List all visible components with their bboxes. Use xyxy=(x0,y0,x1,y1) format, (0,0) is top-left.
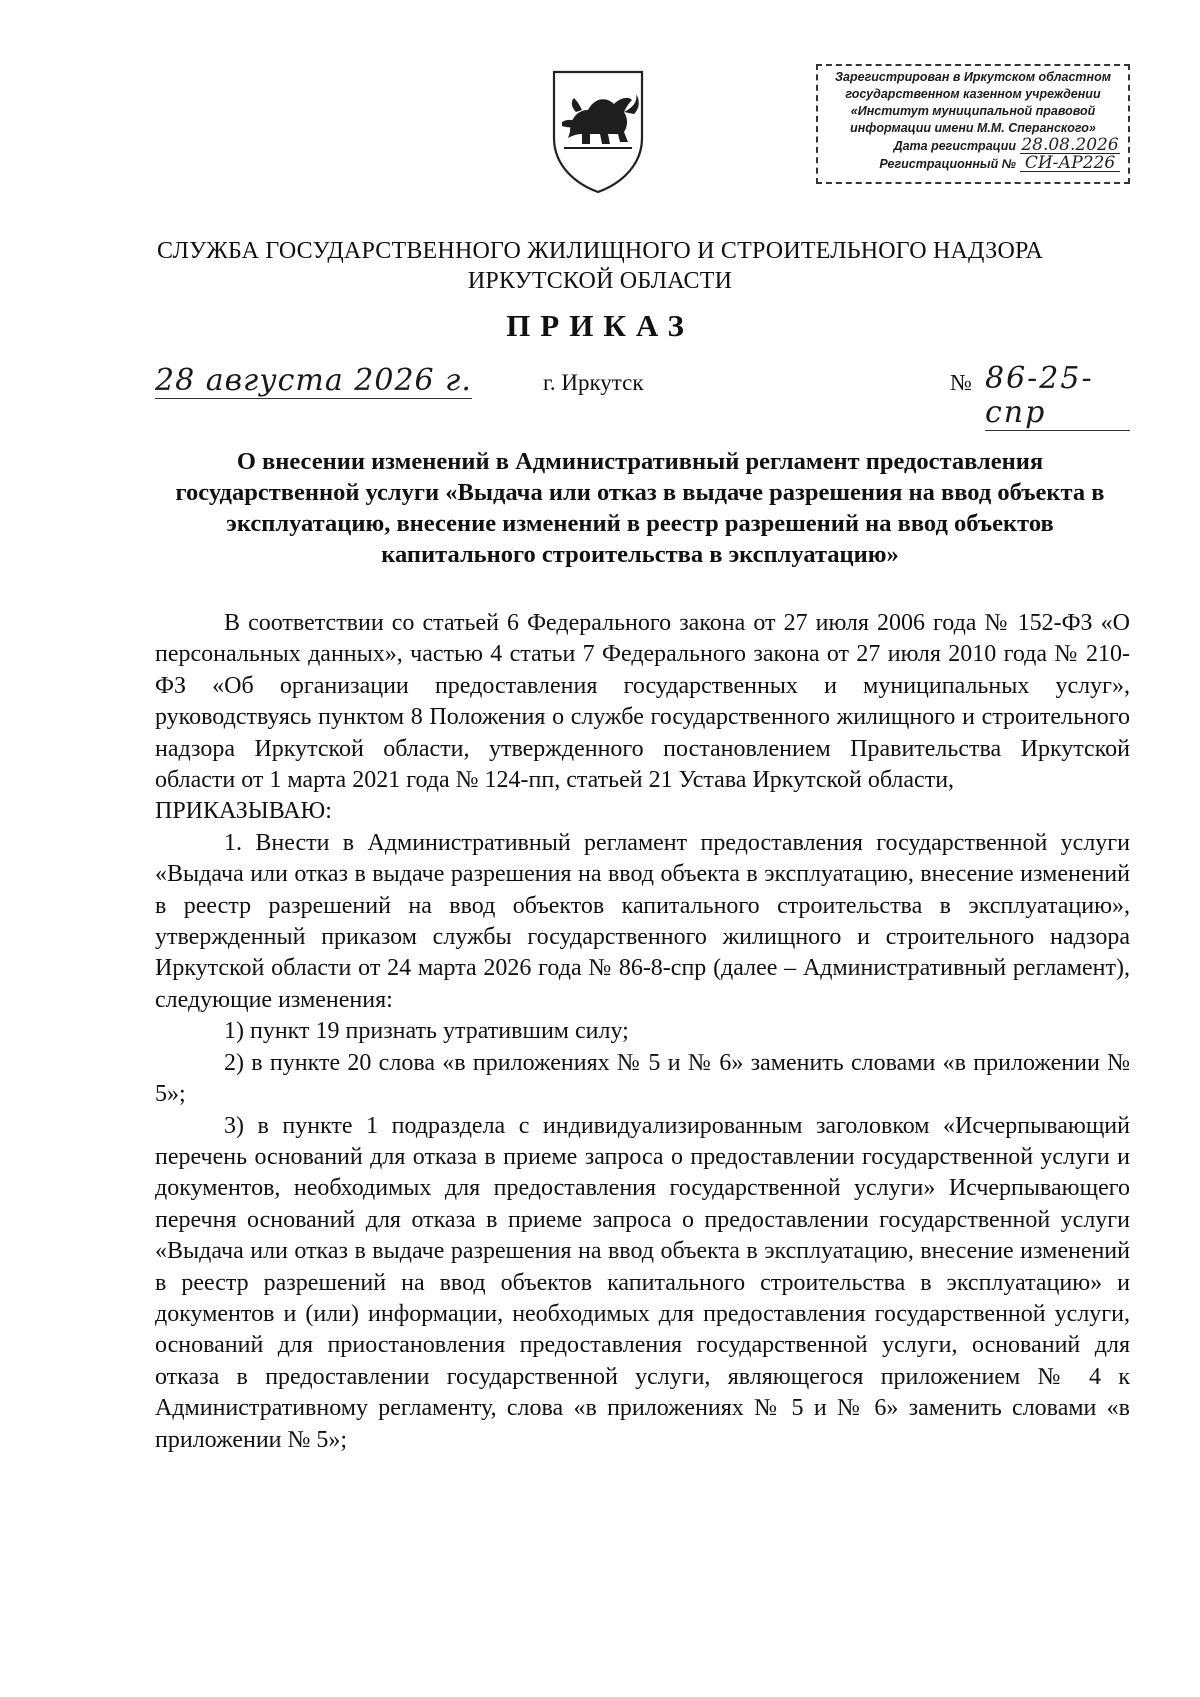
stamp-reg-label: Регистрационный № xyxy=(879,157,1016,171)
subitem-3-paragraph: 3) в пункте 1 подраздела с индивидуализированным заголовком «Исчерпывающий перечень оснований для отказа в приеме запроса о предоставлении государственной услуги и документов, необходимых для предоставления государственной услуги» Исчерпывающего перечня оснований для отказа в приеме запроса о предоставлении государственной услуги «Выдача или отказ в выдаче разрешения на ввод объекта в эксплуатацию, внесение изменений в реестр разрешений на ввод объектов капитального строительства в эксплуатацию» и документов и (или) информации, необходимых для предоставления государственной услуги, оснований для приостановления предоставления государственной услуги, оснований для отказа в предоставлении государственной услуги, являющегося приложением № 4 к Административному регламенту, слова «в приложениях № 5 и № 6» заменить словами «в приложении № 5»; xyxy=(155,1112,1130,1453)
stamp-date-value: 28.08.2026 xyxy=(1021,135,1119,155)
stamp-line-1: Зарегистрирован в Иркутском областном xyxy=(835,70,1111,84)
coat-of-arms-icon xyxy=(548,68,648,196)
subitem-1-paragraph: 1) пункт 19 признать утратившим силу; xyxy=(224,1018,629,1045)
order-title: ПРИКАЗ xyxy=(506,308,694,343)
order-word: ПРИКАЗЫВАЮ: xyxy=(155,798,332,825)
preamble-paragraph: В соответствии со статьей 6 Федерального закона от 27 июля 2006 года № 152-ФЗ «О персональных данных», частью 4 статьи 7 Федерального закона от 27 июля 2010 года № 210-ФЗ «Об организации предоставления государственных и муниципальных услуг», руководствуясь пунктом 8 Положения о службе государственного жилищного и строительного надзора Иркутской области, утвержденного постановлением Правительства Иркутской области от 1 марта 2021 года № 124-пп, статьей 21 Устава Иркутской области, xyxy=(155,610,1130,794)
date-city-number-row xyxy=(155,360,1130,430)
document-body xyxy=(155,608,1130,1456)
order-subject: О внесении изменений в Административный регламент предоставления государственной услуги «Выдача или отказ в выдаче разрешения на ввод объекта в эксплуатацию, внесение изменений в реестр разрешений на ввод объектов капитального строительства в эксплуатацию» xyxy=(175,448,1105,568)
handwritten-number: 86-25-спр xyxy=(985,362,1130,431)
stamp-line-4: информации имени М.М. Сперанского» xyxy=(850,121,1096,135)
agency-heading xyxy=(0,236,1200,296)
agency-line-2: ИРКУТСКОЙ ОБЛАСТИ xyxy=(467,268,733,294)
handwritten-date: 28 августа 2026 г. xyxy=(155,363,472,398)
number-label: № xyxy=(950,370,972,395)
registration-stamp xyxy=(816,64,1130,184)
stamp-reg-value: СИ-АР226 xyxy=(1020,155,1120,172)
city-label: г. Иркутск xyxy=(543,370,644,395)
stamp-date-label: Дата регистрации xyxy=(893,139,1016,153)
stamp-line-3: «Институт муниципальной правовой xyxy=(850,104,1096,118)
stamp-line-2: государственном казенном учреждении xyxy=(845,87,1101,101)
item-1-paragraph: 1. Внести в Административный регламент предоставления государственной услуги «Выдача или отказ в выдаче разрешения на ввод объекта в эксплуатацию, внесение изменений в реестр разрешений на ввод объектов капитального строительства в эксплуатацию», утвержденный приказом службы государственного жилищного и строительного надзора Иркутской области от 24 марта 2026 года № 86-8-спр (далее – Административный регламент), следующие изменения: xyxy=(155,829,1130,1013)
stamp-reg-row xyxy=(824,155,1122,173)
agency-line-1: СЛУЖБА ГОСУДАРСТВЕННОГО ЖИЛИЩНОГО И СТРОИТЕЛЬНОГО НАДЗОРА xyxy=(157,238,1043,264)
subitem-2-paragraph: 2) в пункте 20 слова «в приложениях № 5 и № 6» заменить словами «в приложении № 5»; xyxy=(155,1049,1130,1108)
